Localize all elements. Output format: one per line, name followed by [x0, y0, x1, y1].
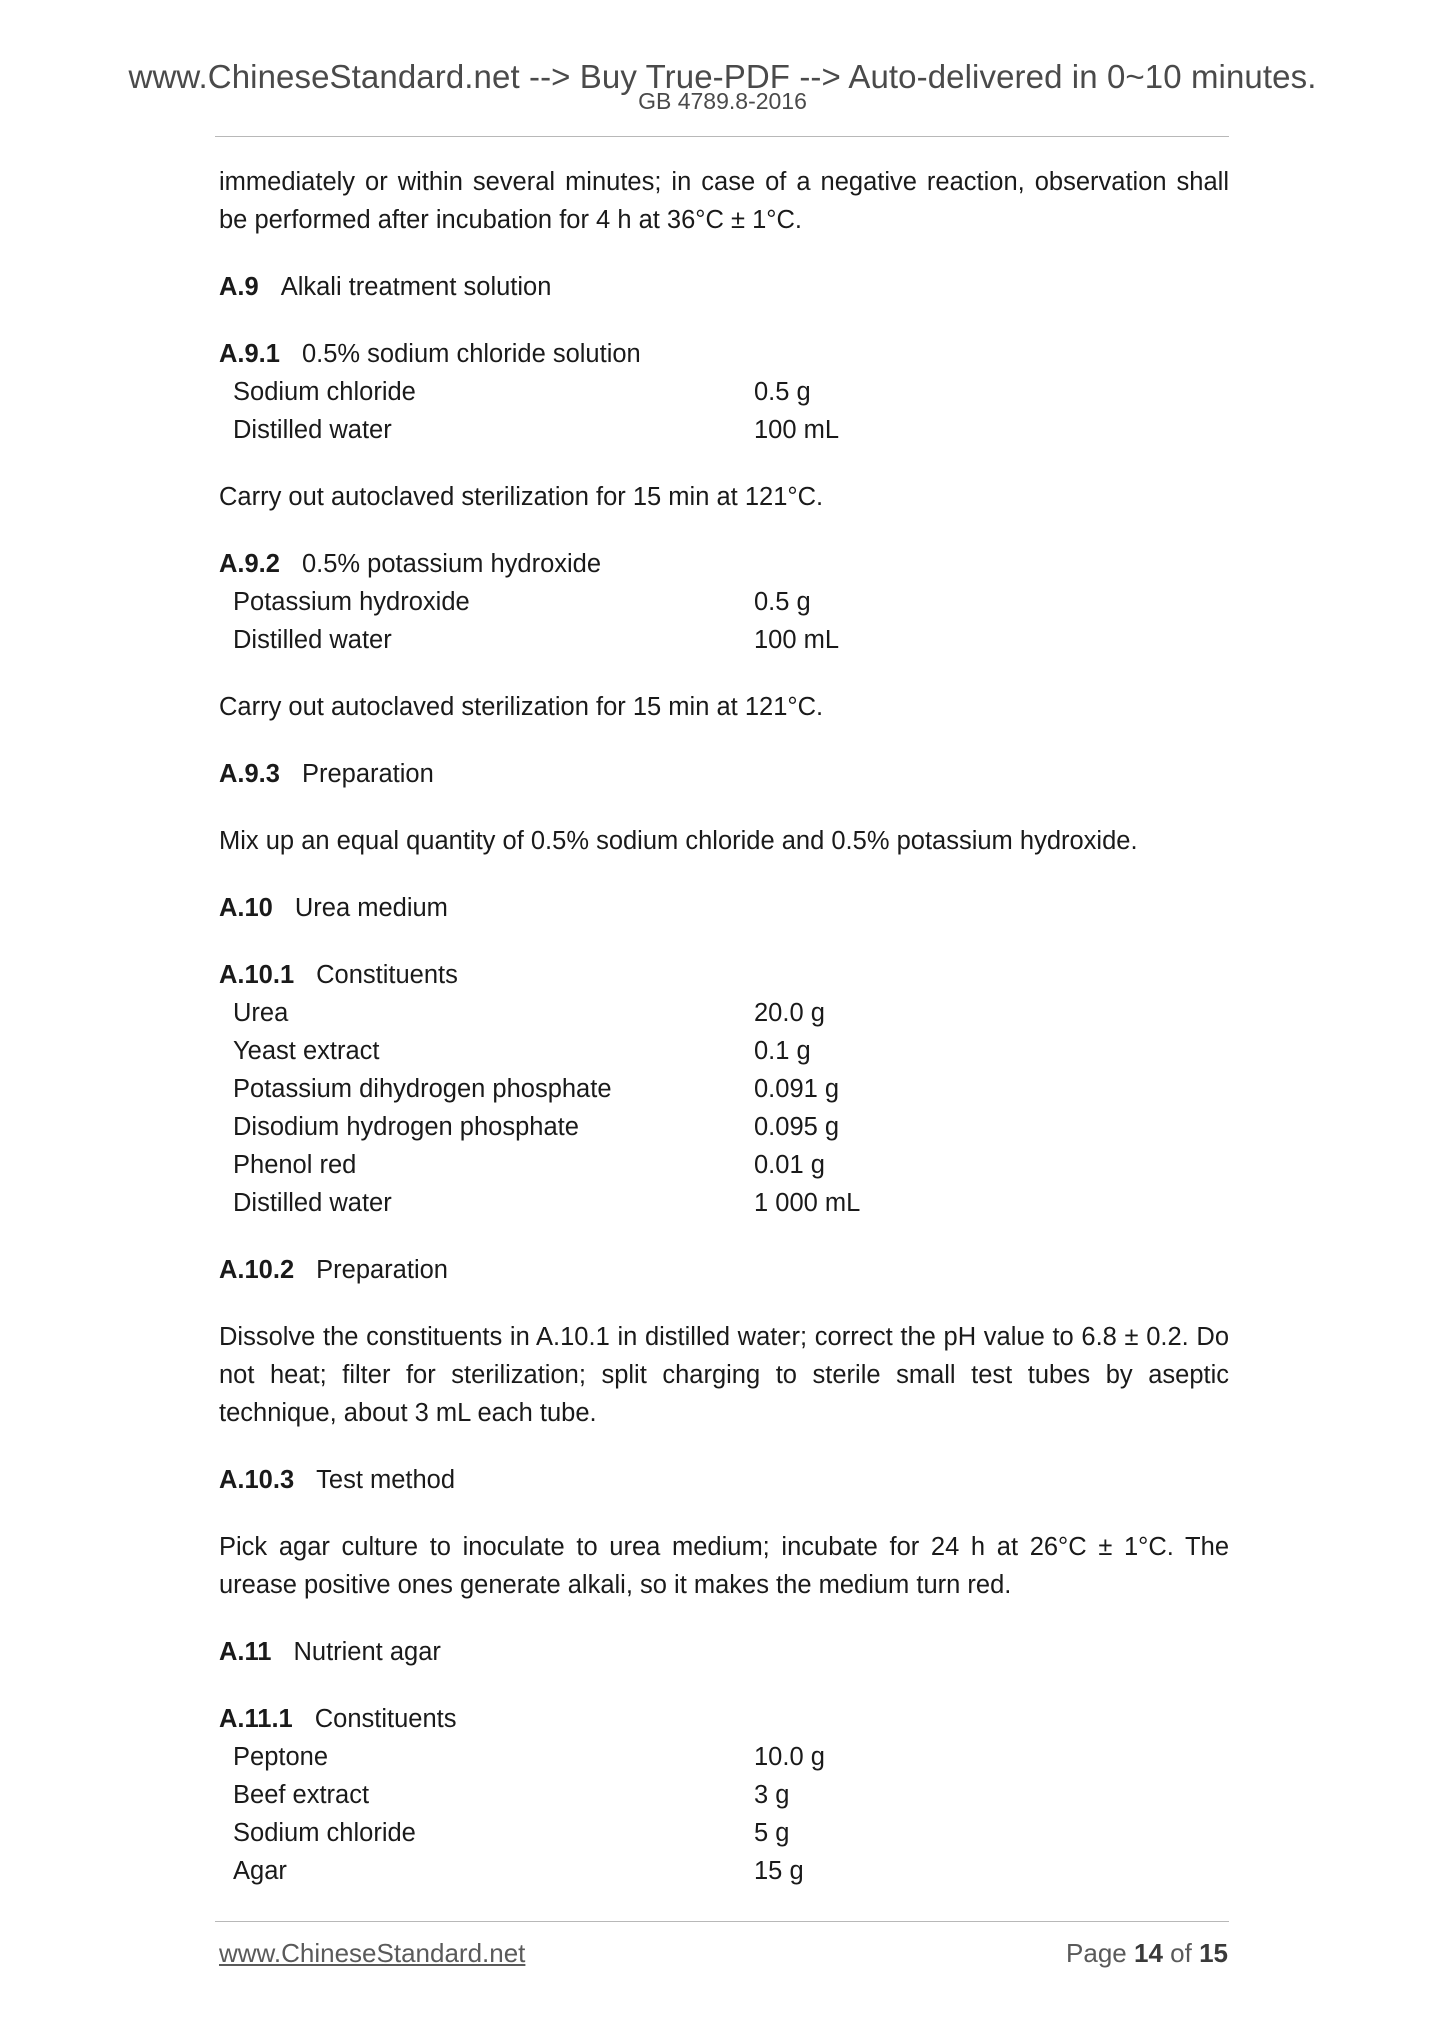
test-method-text: Pick agar culture to inoculate to urea medium; incubate for 24 h at 26°C ± 1°C. The urease positive ones generate alkali, so it makes the medium turn red.: [219, 1533, 1229, 1599]
constituent-row: [219, 1776, 1229, 1814]
section-title: 0.5% sodium chloride solution: [301, 340, 641, 368]
document-code: GB 4789.8-2016: [638, 88, 807, 114]
constituent-amount: 100 mL: [754, 626, 840, 654]
constituent-row: [219, 1738, 1229, 1776]
constituent-amount: 3 g: [754, 1781, 790, 1809]
section-heading-a9-3: [219, 755, 1229, 793]
constituent-row: [219, 373, 1229, 411]
page-content: [219, 163, 1229, 1919]
constituents-table-a9-2: [219, 583, 1229, 659]
constituent-row: [219, 1108, 1229, 1146]
section-title: Nutrient agar: [293, 1638, 441, 1666]
constituent-name: Potassium dihydrogen phosphate: [233, 1075, 612, 1103]
constituent-amount: 1 000 mL: [754, 1189, 861, 1217]
constituent-name: Yeast extract: [233, 1037, 380, 1065]
page-number: [1066, 1938, 1228, 1969]
constituent-amount: 0.1 g: [754, 1037, 811, 1065]
constituent-name: Distilled water: [233, 416, 392, 444]
footer-website-link[interactable]: www.ChineseStandard.net: [219, 1938, 526, 1968]
section-heading-a11-1: [219, 1700, 1229, 1738]
constituent-name: Sodium chloride: [233, 378, 416, 406]
header-divider: [215, 136, 1229, 137]
section-number: A.11: [219, 1638, 272, 1666]
sterilization-note: Carry out autoclaved sterilization for 15 min at 121°C.: [219, 693, 824, 721]
section-title: Preparation: [316, 1256, 448, 1284]
constituent-amount: 0.091 g: [754, 1075, 840, 1103]
constituent-amount: 15 g: [754, 1857, 804, 1885]
constituent-name: Sodium chloride: [233, 1819, 416, 1847]
paragraph-intro: immediately or within several minutes; in case of a negative reaction, observation shall be performed after incubation for 4 h at 36°C ± 1°C.: [219, 168, 1229, 234]
section-number: A.9.2: [219, 550, 280, 578]
preparation-text: Mix up an equal quantity of 0.5% sodium chloride and 0.5% potassium hydroxide.: [219, 827, 1138, 855]
page-total: 15: [1199, 1938, 1228, 1968]
constituent-name: Distilled water: [233, 626, 392, 654]
constituent-name: Disodium hydrogen phosphate: [233, 1113, 579, 1141]
section-title: Constituents: [314, 1705, 457, 1733]
section-title: Urea medium: [294, 894, 448, 922]
section-heading-a10-2: [219, 1251, 1229, 1289]
section-heading-a9-2: [219, 545, 1229, 583]
constituent-amount: 0.095 g: [754, 1113, 840, 1141]
constituent-name: Beef extract: [233, 1781, 370, 1809]
section-number: A.9.3: [219, 760, 280, 788]
sterilization-note: Carry out autoclaved sterilization for 15 min at 121°C.: [219, 483, 824, 511]
constituent-name: Potassium hydroxide: [233, 588, 470, 616]
section-number: A.10.3: [219, 1466, 295, 1494]
constituent-name: Urea: [233, 999, 289, 1027]
constituent-row: [219, 621, 1229, 659]
constituent-row: [219, 1852, 1229, 1890]
constituent-row: [219, 994, 1229, 1032]
section-number: A.11.1: [219, 1705, 293, 1733]
section-title: Test method: [316, 1466, 456, 1494]
constituent-name: Agar: [233, 1857, 287, 1885]
constituent-amount: 100 mL: [754, 416, 840, 444]
constituent-amount: 0.01 g: [754, 1151, 825, 1179]
constituents-table-a9-1: [219, 373, 1229, 449]
constituent-amount: 0.5 g: [754, 378, 811, 406]
section-title: 0.5% potassium hydroxide: [301, 550, 602, 578]
section-number: A.9.1: [219, 340, 280, 368]
section-number: A.10.1: [219, 961, 295, 989]
constituents-table-a11-1: [219, 1738, 1229, 1890]
section-heading-a9-1: [219, 335, 1229, 373]
section-title: Constituents: [316, 961, 458, 989]
section-heading-a10-3: [219, 1461, 1229, 1499]
constituent-name: Distilled water: [233, 1189, 392, 1217]
section-heading-a10-1: [219, 956, 1229, 994]
page-of: of: [1170, 1938, 1192, 1968]
section-title: Alkali treatment solution: [280, 273, 552, 301]
constituent-row: [219, 411, 1229, 449]
section-number: A.10: [219, 894, 273, 922]
constituent-name: Peptone: [233, 1743, 329, 1771]
header-banner[interactable]: www.ChineseStandard.net --> Buy True-PDF --> Auto-delivered in 0~10 minutes.: [128, 58, 1317, 95]
constituent-row: [219, 1070, 1229, 1108]
section-heading-a9: [219, 268, 1229, 306]
constituent-amount: 5 g: [754, 1819, 790, 1847]
preparation-text: Dissolve the constituents in A.10.1 in distilled water; correct the pH value to 6.8 ± 0.2. Do not heat; filter for sterilization; split charging to sterile small test tubes by aseptic technique, about 3 mL each tube.: [219, 1323, 1229, 1427]
constituent-amount: 20.0 g: [754, 999, 825, 1027]
constituent-amount: 10.0 g: [754, 1743, 825, 1771]
constituents-table-a10-1: [219, 994, 1229, 1222]
section-heading-a10: [219, 889, 1229, 927]
section-title: Preparation: [301, 760, 434, 788]
constituent-row: [219, 1032, 1229, 1070]
page-current: 14: [1134, 1938, 1163, 1968]
footer-divider: [215, 1921, 1229, 1922]
section-number: A.10.2: [219, 1256, 295, 1284]
constituent-name: Phenol red: [233, 1151, 357, 1179]
constituent-row: [219, 1184, 1229, 1222]
page-word: Page: [1066, 1938, 1127, 1968]
constituent-row: [219, 1146, 1229, 1184]
constituent-row: [219, 1814, 1229, 1852]
section-number: A.9: [219, 273, 259, 301]
constituent-row: [219, 583, 1229, 621]
section-heading-a11: [219, 1633, 1229, 1671]
constituent-amount: 0.5 g: [754, 588, 811, 616]
